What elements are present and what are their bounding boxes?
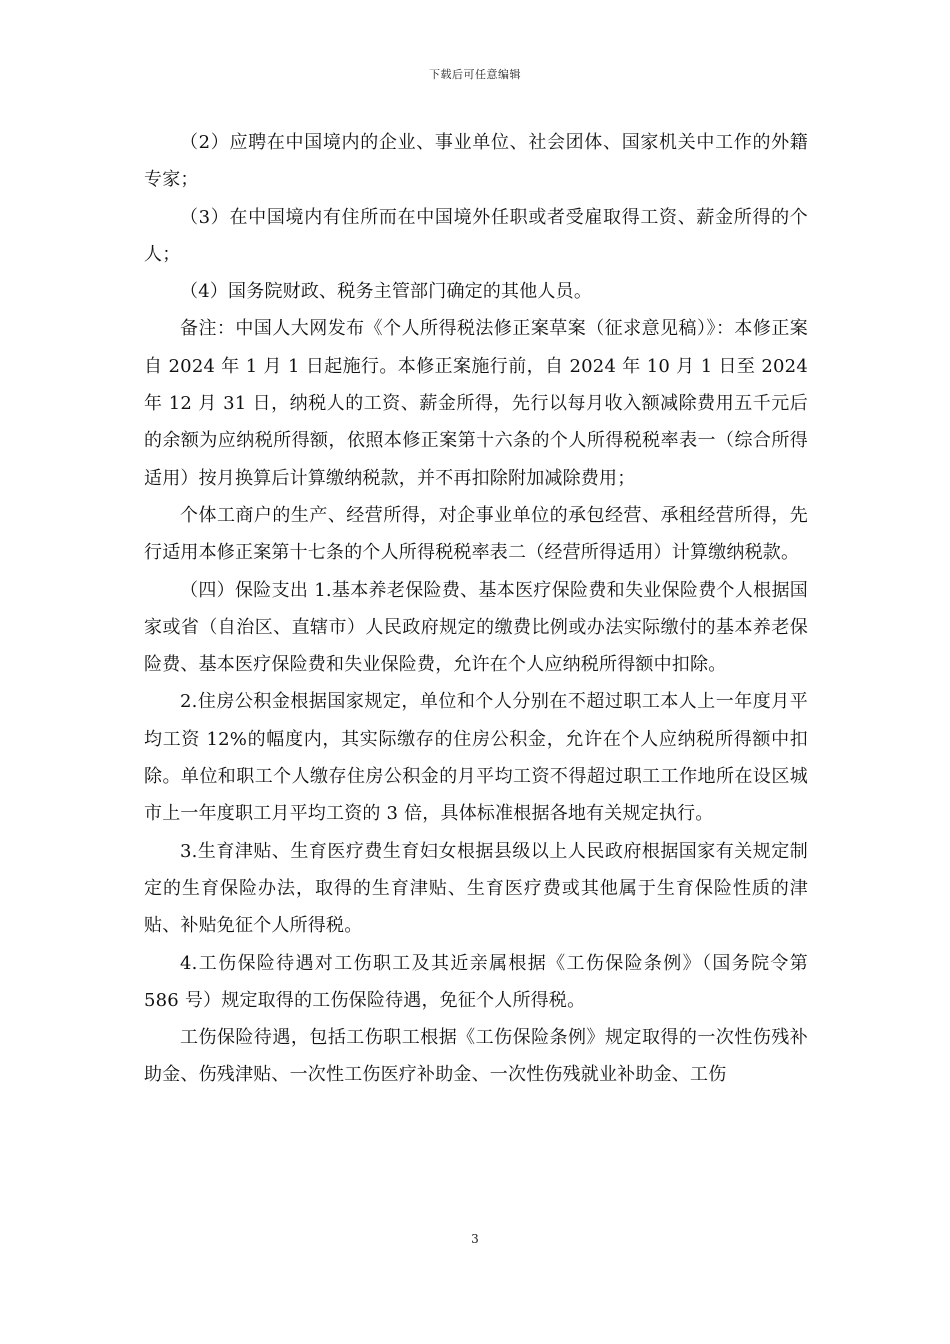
paragraph-domicile-abroad-employment: （3）在中国境内有住所而在中国境外任职或者受雇取得工资、薪金所得的个人； xyxy=(144,206,808,265)
paragraph-maternity-allowance: 3.生育津贴、生育医疗费生育妇女根据县级以上人民政府根据国家有关规定制定的生育保险办法，取得的生育津贴、生育医疗费或其他属于生育保险性质的津贴、补贴免征个人所得税。 xyxy=(144,840,808,937)
paragraph-work-injury-details: 工伤保险待遇，包括工伤职工根据《工伤保险条例》规定取得的一次性伤残补助金、伤残津贴、一次性工伤医疗补助金、一次性伤残就业补助金、工伤 xyxy=(144,1027,808,1086)
paragraph-other-persons: （4）国务院财政、税务主管部门确定的其他人员。 xyxy=(180,281,593,303)
paragraph-housing-fund: 2.住房公积金根据国家规定，单位和个人分别在不超过职工本人上一年度月平均工资 12%的幅度内，其实际缴存的住房公积金，允许在个人应纳税所得额中扣除。单位和职工个人缴存住房公积金的月平均工资不得超过职工工作地所在设区城市上一年度职工月平均工资的 3 倍，具体标准根据各地有关规定执行。 xyxy=(144,691,808,825)
paragraph-work-injury-benefits: 4.工伤保险待遇对工伤职工及其近亲属根据《工伤保险条例》（国务院令第 586 号）规定取得的工伤保险待遇，免征个人所得税。 xyxy=(144,952,808,1011)
document-body xyxy=(144,124,808,1094)
page-number: 3 xyxy=(471,1232,479,1246)
paragraph-amendment-note: 备注：中国人大网发布《个人所得税法修正案草案（征求意见稿）》：本修正案自 2024 年 1 月 1 日起施行。本修正案施行前，自 2024 年 10 月 1 日至 2024 年 12 月 31 日，纳税人的工资、薪金所得，先行以每月收入额减除费用五千元后的余额为应纳税所得额，依照本修正案第十六条的个人所得税税率表一（综合所得适用）按月换算后计算缴纳税款，并不再扣除附加减除费用； xyxy=(144,318,808,489)
page-header: 下载后可任意编辑 xyxy=(429,68,521,81)
paragraph-business-income: 个体工商户的生产、经营所得，对企事业单位的承包经营、承租经营所得，先行适用本修正案第十七条的个人所得税税率表二（经营所得适用）计算缴纳税款。 xyxy=(144,504,808,564)
paragraph-foreign-experts: （2）应聘在中国境内的企业、事业单位、社会团体、国家机关中工作的外籍专家； xyxy=(144,132,808,191)
paragraph-insurance-expenses: （四）保险支出 1.基本养老保险费、基本医疗保险费和失业保险费个人根据国家或省（自治区、直辖市）人民政府规定的缴费比例或办法实际缴付的基本养老保险费、基本医疗保险费和失业保险费，允许在个人应纳税所得额中扣除。 xyxy=(144,579,808,676)
